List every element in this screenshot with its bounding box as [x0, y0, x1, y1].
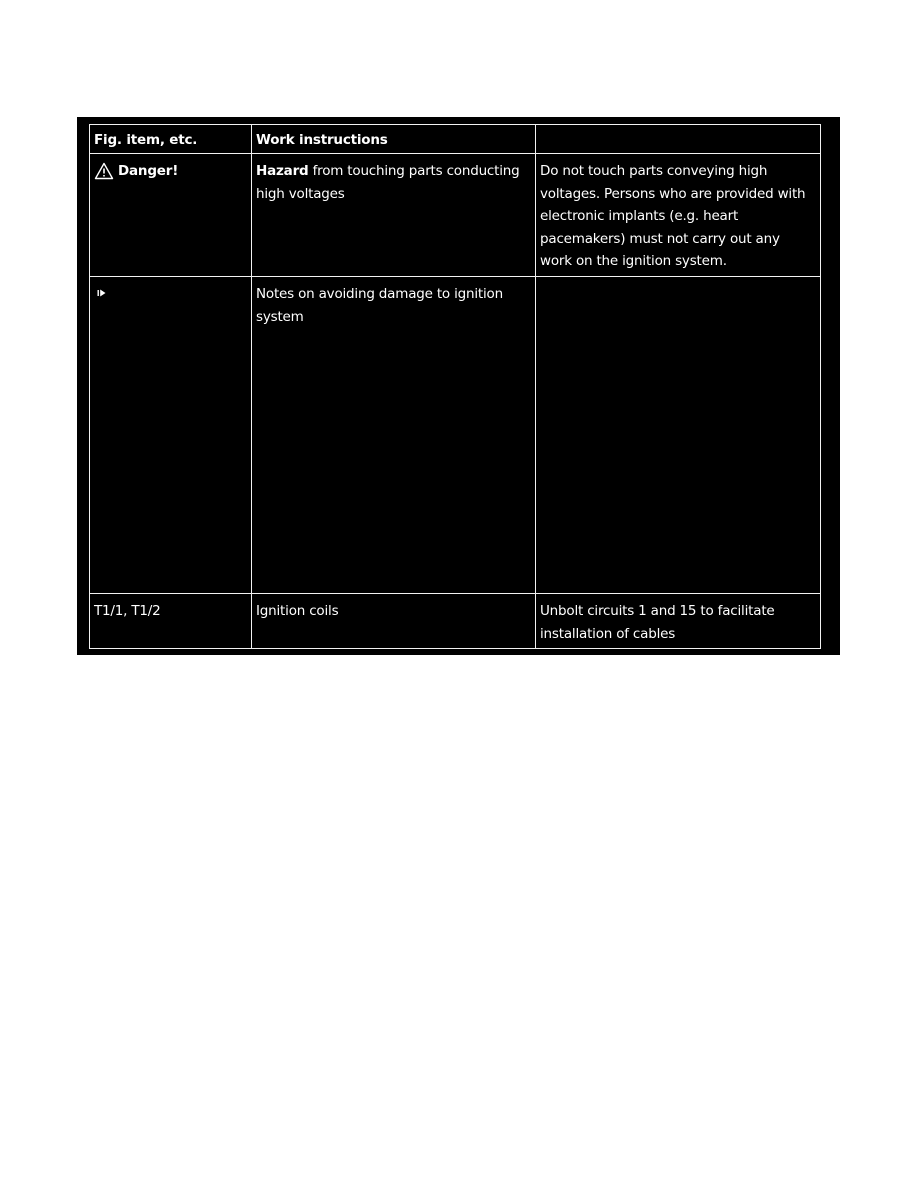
instruction-cell: [252, 154, 536, 277]
instruction-text: from touching parts conducting high voltages: [256, 163, 520, 202]
header-fig-item: [90, 125, 252, 154]
instructions-panel: [77, 117, 840, 655]
item-text: T1/1, T1/2: [94, 603, 161, 619]
danger-label: Danger!: [118, 163, 179, 179]
instruction-cell: [252, 277, 536, 594]
table-row: [90, 154, 821, 277]
note-cell: [536, 277, 821, 594]
header-work-instructions-label: Work instructions: [256, 132, 388, 148]
table-row: [90, 277, 821, 594]
item-cell: [90, 277, 252, 594]
note-text: Do not touch parts conveying high voltages. Persons who are provided with electronic implants (e.g. heart pacemakers) must not carry out any work on the ignition system.: [540, 163, 806, 269]
work-instructions-table: [89, 124, 821, 649]
item-cell: [90, 154, 252, 277]
note-cell: [536, 154, 821, 277]
instruction-text: Notes on avoiding damage to ignition system: [256, 286, 503, 325]
item-cell: [90, 594, 252, 649]
instruction-text: Ignition coils: [256, 603, 339, 619]
table-header-row: [90, 125, 821, 154]
instruction-cell: [252, 594, 536, 649]
header-fig-item-label: Fig. item, etc.: [94, 132, 198, 148]
note-arrow-icon: [97, 288, 107, 298]
header-notes: [536, 125, 821, 154]
hazard-label: Hazard: [256, 163, 309, 179]
warning-triangle-icon: [94, 162, 114, 180]
header-notes-label: [536, 125, 820, 129]
note-cell: [536, 594, 821, 649]
note-text: [536, 277, 820, 283]
table-row: [90, 594, 821, 649]
note-text: Unbolt circuits 1 and 15 to facilitate installation of cables: [540, 603, 775, 642]
header-work-instructions: [252, 125, 536, 154]
